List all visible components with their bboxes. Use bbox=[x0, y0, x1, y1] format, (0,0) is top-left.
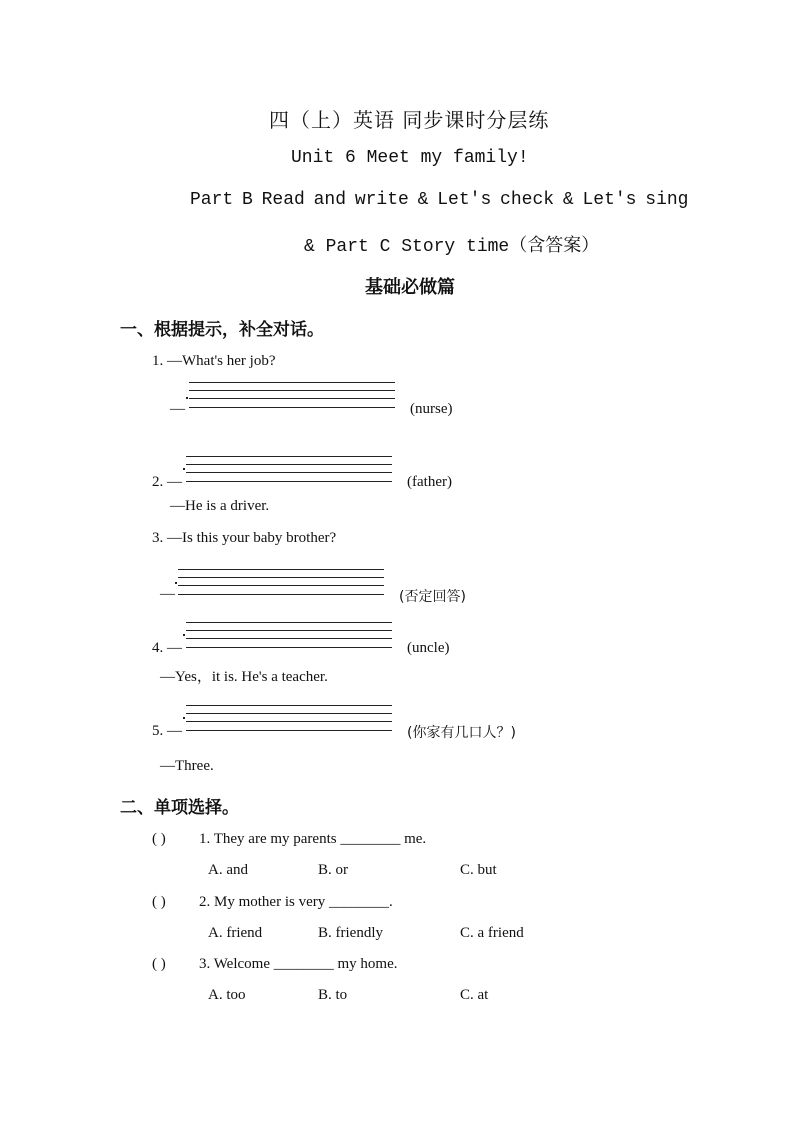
option-c[interactable]: C. a friend bbox=[460, 925, 524, 941]
option-a[interactable]: A. too bbox=[208, 987, 246, 1003]
item-5-hint: (你家有几口人？) bbox=[407, 725, 516, 741]
answer-line bbox=[186, 464, 392, 465]
section-2-heading: 二、单项选择。 bbox=[120, 798, 239, 818]
option-c[interactable]: C. but bbox=[460, 862, 497, 878]
answer-line bbox=[186, 472, 392, 473]
section-1-heading: 一、根据提示，补全对话。 bbox=[120, 320, 324, 340]
answer-line bbox=[178, 569, 384, 570]
blank-marker bbox=[183, 468, 185, 470]
answer-bracket[interactable]: ( ) bbox=[152, 831, 166, 847]
answer-line bbox=[186, 713, 392, 714]
answer-bracket[interactable]: ( ) bbox=[152, 956, 166, 972]
answer-line bbox=[186, 638, 392, 639]
answer-line[interactable] bbox=[186, 730, 392, 731]
answer-line bbox=[186, 721, 392, 722]
option-b[interactable]: B. to bbox=[318, 987, 348, 1003]
answer-line[interactable] bbox=[186, 481, 392, 482]
item-2-prefix: 2. — bbox=[152, 474, 182, 490]
blank-marker bbox=[183, 634, 185, 636]
option-a[interactable]: A. friend bbox=[208, 925, 263, 941]
answer-line[interactable] bbox=[178, 594, 384, 595]
blank-marker bbox=[183, 717, 185, 719]
item-3-hint: (否定回答) bbox=[399, 589, 466, 605]
unit-title: Unit 6 Meet my family! bbox=[291, 148, 529, 168]
item-2-hint: (father) bbox=[407, 474, 452, 490]
page-title: 四（上）英语 同步课时分层练 bbox=[269, 108, 550, 132]
item-1-hint: (nurse) bbox=[410, 401, 453, 417]
item-3-question: 3. —Is this your baby brother? bbox=[152, 530, 337, 546]
option-b[interactable]: B. or bbox=[318, 862, 348, 878]
answer-line[interactable] bbox=[189, 407, 395, 408]
item-3-answer-dash: — bbox=[160, 586, 175, 602]
answer-line bbox=[189, 398, 395, 399]
item-4-prefix: 4. — bbox=[152, 640, 182, 656]
answer-line bbox=[186, 456, 392, 457]
item-1-question: 1. —What's her job? bbox=[152, 353, 276, 369]
part-line-1: Part B Read and write & Let's check & Let's sing bbox=[190, 190, 689, 210]
item-5-prefix: 5. — bbox=[152, 723, 182, 739]
answer-line bbox=[178, 577, 384, 578]
answer-line bbox=[189, 382, 395, 383]
blank-marker bbox=[186, 397, 188, 399]
item-4-hint: (uncle) bbox=[407, 640, 450, 656]
item-4-reply: —Yes，it is. He's a teacher. bbox=[160, 669, 328, 685]
answer-line bbox=[186, 705, 392, 706]
part-line-2: & Part C Story time（含答案） bbox=[304, 237, 600, 257]
option-b[interactable]: B. friendly bbox=[318, 925, 383, 941]
answer-bracket[interactable]: ( ) bbox=[152, 894, 166, 910]
item-2-reply: —He is a driver. bbox=[170, 498, 270, 514]
answer-line bbox=[186, 630, 392, 631]
answer-line bbox=[189, 390, 395, 391]
level-heading: 基础必做篇 bbox=[365, 277, 455, 298]
answer-line[interactable] bbox=[186, 647, 392, 648]
option-a[interactable]: A. and bbox=[208, 862, 248, 878]
question-3-stem: 3. Welcome ________ my home. bbox=[199, 956, 398, 972]
item-5-reply: —Three. bbox=[160, 758, 214, 774]
answer-line bbox=[186, 622, 392, 623]
blank-marker bbox=[175, 582, 177, 584]
question-2-stem: 2. My mother is very ________. bbox=[199, 894, 393, 910]
answer-line bbox=[178, 585, 384, 586]
option-c[interactable]: C. at bbox=[460, 987, 489, 1003]
item-1-answer-dash: — bbox=[170, 401, 185, 417]
question-1-stem: 1. They are my parents ________ me. bbox=[199, 831, 427, 847]
